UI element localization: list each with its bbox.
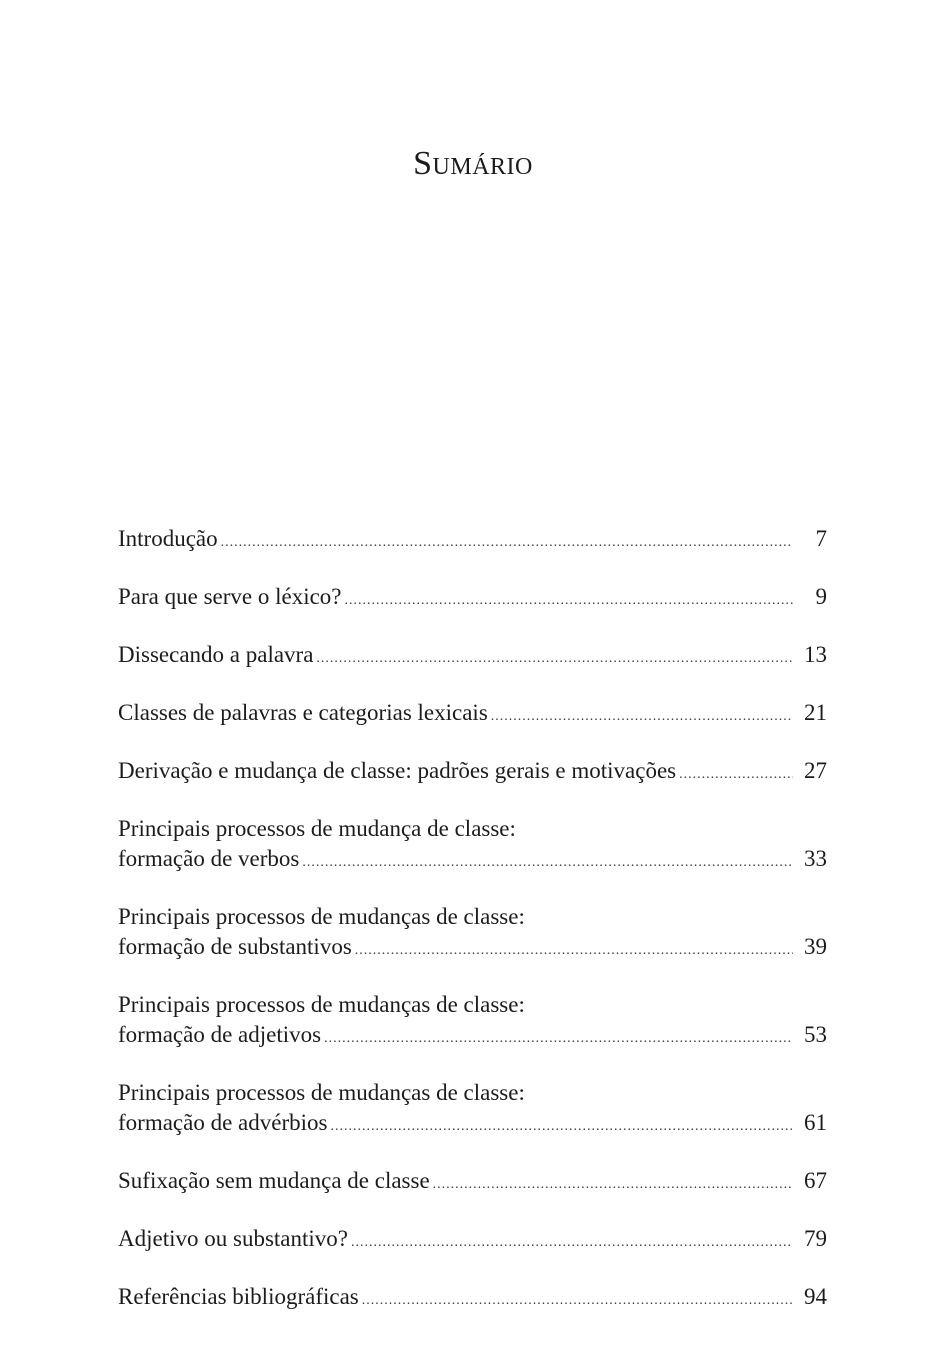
toc-entry-heading: Principais processos de mudança de classe: bbox=[118, 816, 516, 841]
toc-page-number: 21 bbox=[804, 700, 827, 725]
toc-page-number: 53 bbox=[804, 1022, 827, 1047]
toc-entry-formacao-adjetivos[interactable] bbox=[118, 990, 827, 1054]
toc-page-number: 33 bbox=[804, 846, 827, 871]
toc-entry-title: Introdução bbox=[118, 526, 218, 551]
toc-row bbox=[118, 1166, 827, 1200]
dot-leader bbox=[679, 760, 793, 790]
toc-entry-derivacao[interactable] bbox=[118, 756, 827, 790]
toc-page-number: 9 bbox=[815, 584, 827, 609]
toc-page-number: 39 bbox=[804, 934, 827, 959]
toc-row bbox=[118, 582, 827, 616]
toc-entry-para-que-serve[interactable] bbox=[118, 582, 827, 616]
toc-entry-referencias[interactable] bbox=[118, 1282, 827, 1316]
toc-row bbox=[118, 1224, 827, 1258]
dot-leader bbox=[351, 1228, 793, 1258]
toc-row bbox=[118, 756, 827, 790]
toc-entry-title: Classes de palavras e categorias lexicais bbox=[118, 700, 488, 725]
dot-leader bbox=[221, 528, 793, 558]
toc-entry-title: Referências bibliográficas bbox=[118, 1284, 359, 1309]
toc-entry-title: Derivação e mudança de classe: padrões gerais e motivações bbox=[118, 758, 677, 783]
toc-page-number: 67 bbox=[804, 1168, 827, 1193]
toc-page-number: 7 bbox=[815, 526, 827, 551]
toc-entry-adjetivo-ou-substantivo[interactable] bbox=[118, 1224, 827, 1258]
toc-entry-title: formação de verbos bbox=[118, 846, 300, 871]
toc-entry-title: Sufixação sem mudança de classe bbox=[118, 1168, 430, 1193]
toc-entry-title: formação de substantivos bbox=[118, 934, 352, 959]
toc-row bbox=[118, 640, 827, 674]
dot-leader bbox=[330, 1112, 793, 1142]
page-title: Sumário bbox=[413, 145, 533, 182]
dot-leader bbox=[491, 702, 793, 732]
toc-entry-heading: Principais processos de mudanças de classe: bbox=[118, 992, 525, 1017]
toc-entry-title: formação de advérbios bbox=[118, 1110, 328, 1135]
toc-page-number: 79 bbox=[804, 1226, 827, 1251]
toc-row bbox=[118, 1282, 827, 1316]
table-of-contents bbox=[118, 524, 827, 1340]
toc-page-number: 61 bbox=[804, 1110, 827, 1135]
toc-row bbox=[118, 1108, 827, 1142]
toc-entry-heading: Principais processos de mudanças de classe: bbox=[118, 904, 525, 929]
toc-page-number: 94 bbox=[804, 1284, 827, 1309]
toc-entry-introducao[interactable] bbox=[118, 524, 827, 558]
dot-leader bbox=[355, 936, 793, 966]
toc-entry-title: Para que serve o léxico? bbox=[118, 584, 342, 609]
toc-entry-formacao-verbos[interactable] bbox=[118, 814, 827, 878]
toc-entry-title: Adjetivo ou substantivo? bbox=[118, 1226, 348, 1251]
toc-entry-formacao-adverbios[interactable] bbox=[118, 1078, 827, 1142]
dot-leader bbox=[324, 1024, 793, 1054]
dot-leader bbox=[433, 1170, 793, 1200]
toc-row bbox=[118, 844, 827, 878]
toc-entry-title: formação de adjetivos bbox=[118, 1022, 322, 1047]
toc-row bbox=[118, 1020, 827, 1054]
toc-page-number: 13 bbox=[804, 642, 827, 667]
toc-entry-sufixacao[interactable] bbox=[118, 1166, 827, 1200]
toc-entry-title: Dissecando a palavra bbox=[118, 642, 314, 667]
toc-page-number: 27 bbox=[804, 758, 827, 783]
dot-leader bbox=[345, 586, 793, 616]
toc-entry-formacao-substantivos[interactable] bbox=[118, 902, 827, 966]
toc-row bbox=[118, 698, 827, 732]
toc-row bbox=[118, 932, 827, 966]
dot-leader bbox=[316, 644, 793, 674]
dot-leader bbox=[302, 848, 793, 878]
toc-entry-heading: Principais processos de mudanças de classe: bbox=[118, 1080, 525, 1105]
toc-entry-dissecando[interactable] bbox=[118, 640, 827, 674]
toc-entry-classes[interactable] bbox=[118, 698, 827, 732]
dot-leader bbox=[362, 1286, 793, 1316]
toc-row bbox=[118, 524, 827, 558]
